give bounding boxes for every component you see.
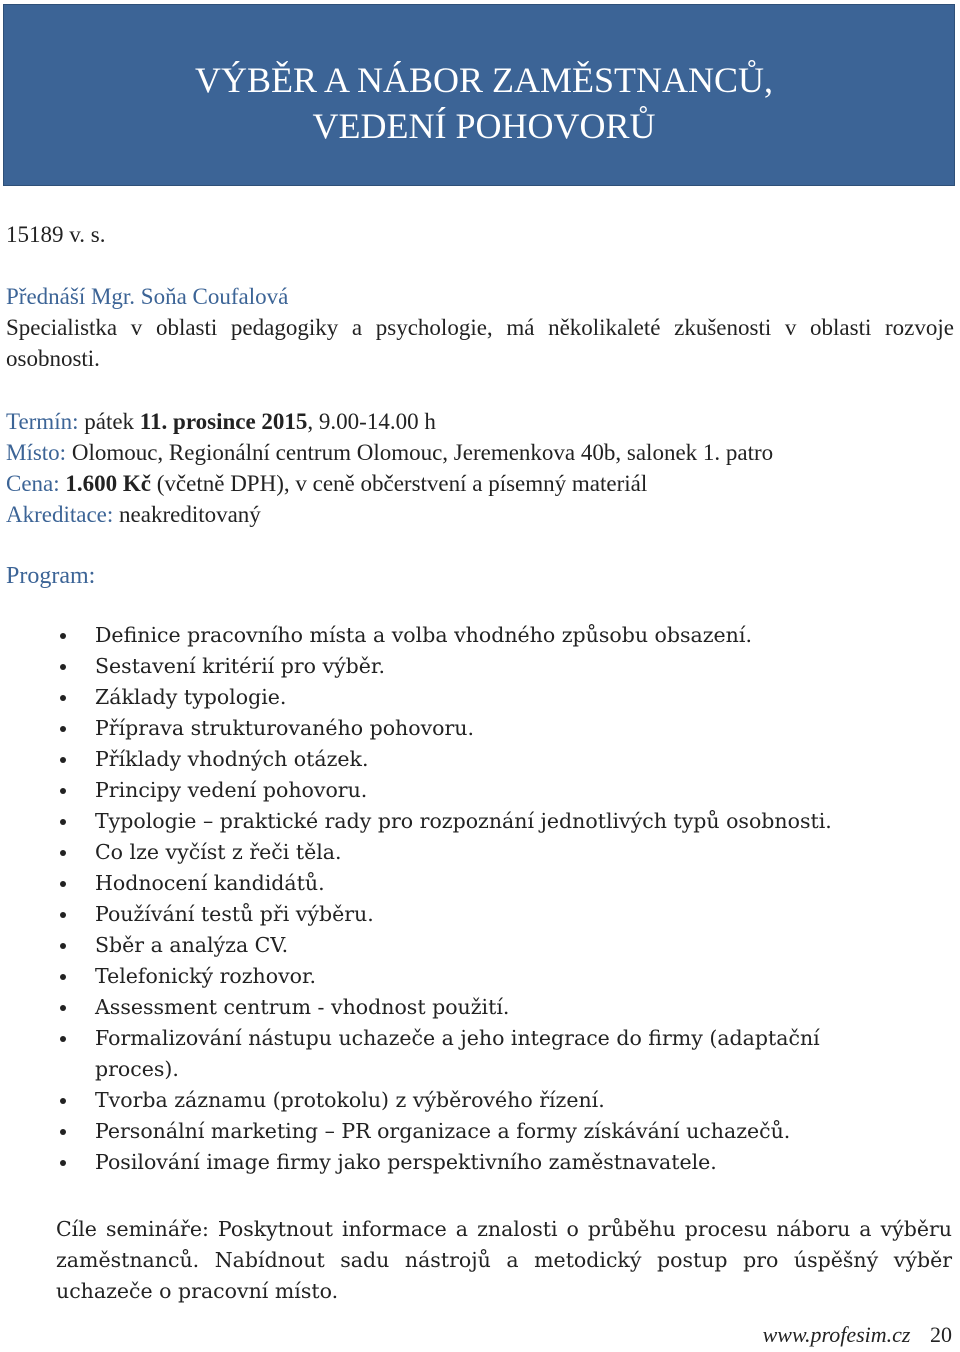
lecturer-name: Přednáší Mgr. Soňa Coufalová <box>6 284 289 309</box>
program-item: Co lze vyčíst z řeči těla. <box>0 837 950 868</box>
place-label: Místo: <box>6 440 67 465</box>
program-list <box>0 620 950 1178</box>
program-item: Hodnocení kandidátů. <box>0 868 950 899</box>
price-label: Cena: <box>6 471 60 496</box>
lecturer-section <box>6 281 954 374</box>
program-item: Telefonický rozhovor. <box>0 961 950 992</box>
page-footer <box>763 1322 952 1348</box>
course-code: 15189 v. s. <box>6 222 106 247</box>
place-row <box>6 437 954 468</box>
term-label: Termín: <box>6 409 79 434</box>
program-item: Používání testů při výběru. <box>0 899 950 930</box>
accreditation-value: neakreditovaný <box>119 502 261 527</box>
term-row <box>6 406 954 437</box>
page-title-line-1: VÝBĚR A NÁBOR ZAMĚSTNANCŮ, <box>194 60 774 100</box>
program-item: Sestavení kritérií pro výběr. <box>0 651 950 682</box>
seminar-goals: Cíle semináře: Poskytnout informace a znalosti o průběhu procesu náboru a výběru zaměstnanců. Nabídnout sadu nástrojů a metodický postup pro úspěšný výběr uchazeče o pracovní místo. <box>56 1217 952 1303</box>
program-item: Tvorba záznamu (protokolu) z výběrového řízení. <box>0 1085 950 1116</box>
program-item: Personální marketing – PR organizace a formy získávání uchazečů. <box>0 1116 950 1147</box>
term-day: pátek <box>84 409 135 434</box>
page-number: 20 <box>930 1322 952 1347</box>
accreditation-row <box>6 499 954 530</box>
price-note: (včetně DPH), v ceně občerstvení a písemný materiál <box>156 471 648 496</box>
program-item: Základy typologie. <box>0 682 950 713</box>
program-item: Příklady vhodných otázek. <box>0 744 950 775</box>
program-item: Formalizování nástupu uchazeče a jeho integrace do firmy (adaptační proces). <box>0 1023 950 1085</box>
accreditation-label: Akreditace: <box>6 502 114 527</box>
page-title <box>154 57 814 149</box>
course-details <box>6 406 954 530</box>
title-banner <box>3 4 955 186</box>
term-date: 11. prosince 2015 <box>139 409 308 434</box>
program-item: Příprava strukturovaného pohovoru. <box>0 713 950 744</box>
term-time: , 9.00-14.00 h <box>307 409 436 434</box>
lecturer-bio: Specialistka v oblasti pedagogiky a psychologie, má několikaleté zkušenosti v oblasti rozvoje osobnosti. <box>6 315 954 371</box>
place-value: Olomouc, Regionální centrum Olomouc, Jeremenkova 40b, salonek 1. patro <box>71 440 774 465</box>
price-row <box>6 468 954 499</box>
footer-url[interactable]: www.profesim.cz <box>762 1322 911 1347</box>
page-title-line-2: VEDENÍ POHOVORŮ <box>312 106 656 146</box>
program-item: Definice pracovního místa a volba vhodného způsobu obsazení. <box>0 620 950 651</box>
program-item: Typologie – praktické rady pro rozpoznání jednotlivých typů osobnosti. <box>0 806 950 837</box>
price-value: 1.600 Kč <box>65 471 152 496</box>
program-item: Principy vedení pohovoru. <box>0 775 950 806</box>
program-item: Posilování image firmy jako perspektivního zaměstnavatele. <box>0 1147 950 1178</box>
program-item: Sběr a analýza CV. <box>0 930 950 961</box>
program-heading: Program: <box>6 563 96 589</box>
program-item: Assessment centrum - vhodnost použití. <box>0 992 950 1023</box>
